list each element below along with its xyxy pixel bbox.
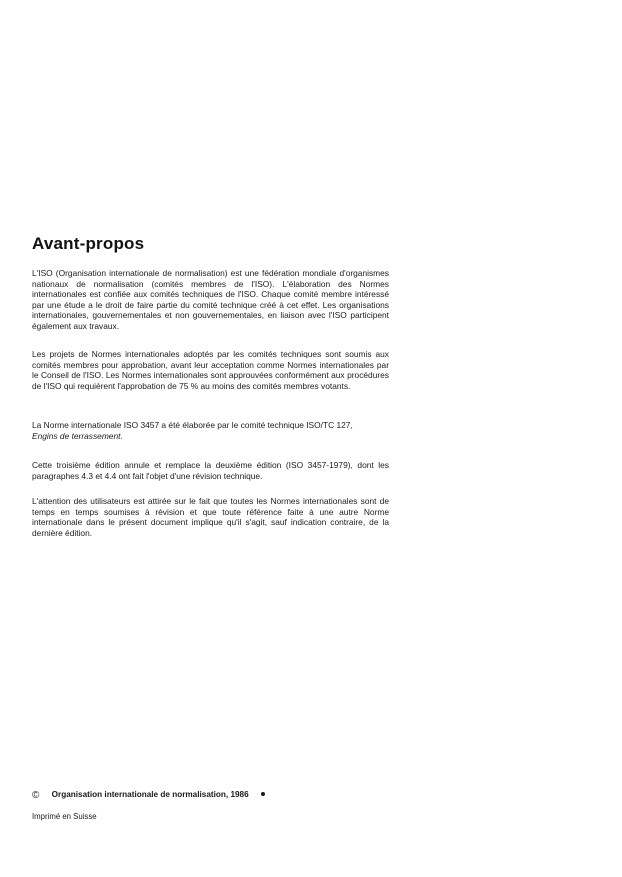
paragraph-committee	[32, 420, 389, 441]
page-title: Avant-propos	[32, 234, 145, 253]
committee-text: La Norme internationale ISO 3457 a été élaborée par le comité technique ISO/TC 127,	[32, 420, 353, 430]
printed-in-line: Imprimé en Suisse	[32, 812, 97, 821]
committee-title: Engins de terrassement.	[32, 430, 123, 441]
paragraph-iso-intro: L'ISO (Organisation internationale de normalisation) est une fédération mondiale d'organismes nationaux de normalisation (comités membres de l'ISO). L'élaboration des Normes internationales est confiée aux comités techniques de l'ISO. Chaque comité membre intéressé par une étude a le droit de faire partie du comité technique créé à cet effet. Les organisations internationales, gouvernementales et non gouvernementales, en liaison avec l'ISO participent également aux travaux.	[32, 268, 389, 331]
copyright-line	[32, 790, 265, 801]
bullet-dot-icon	[261, 792, 265, 796]
copyright-icon: ©	[32, 790, 40, 801]
copyright-text: Organisation internationale de normalisation, 1986	[51, 790, 249, 799]
paragraph-approval: Les projets de Normes internationales adoptés par les comités techniques sont soumis aux comités membres pour approbation, avant leur acceptation comme Normes internationales par le Conseil de l'ISO. Les Normes internationales sont approuvées conformément aux procédures de l'ISO qui requièrent l'approbation de 75 % au moins des comités membres votants.	[32, 349, 389, 391]
paragraph-edition: Cette troisième édition annule et remplace la deuxième édition (ISO 3457-1979), dont les paragraphes 4.3 et 4.4 ont fait l'objet d'une révision technique.	[32, 460, 389, 481]
paragraph-revision-notice: L'attention des utilisateurs est attirée sur le fait que toutes les Normes internationales sont de temps en temps soumises à révision et que toute référence faite à une autre Norme internationale dans le présent document implique qu'il s'agit, sauf indication contraire, de la dernière édition.	[32, 496, 389, 538]
